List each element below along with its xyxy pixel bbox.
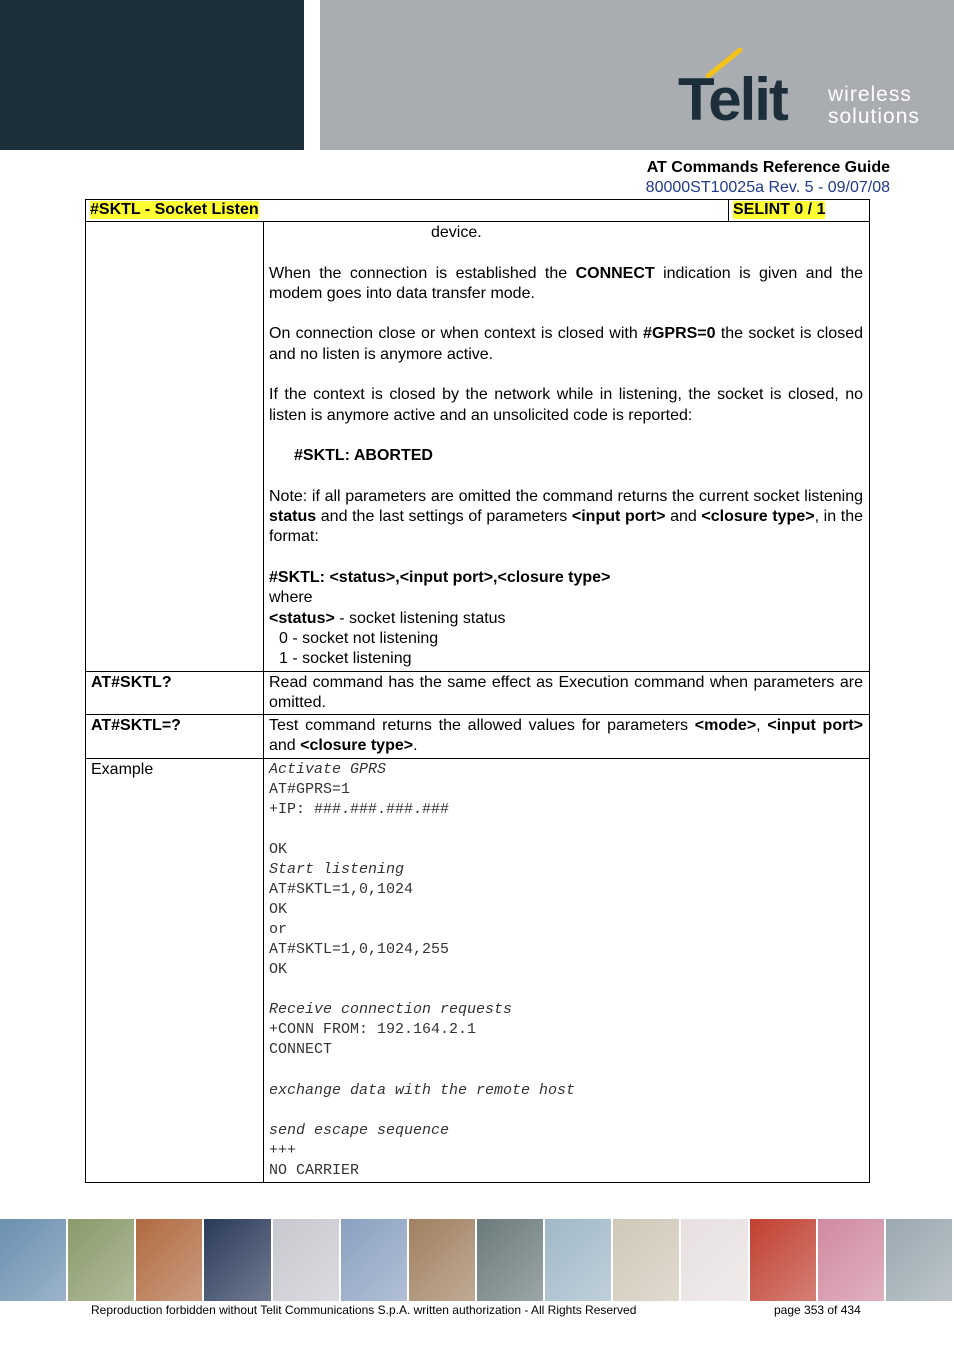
table-row-read: [86, 672, 869, 716]
code-line: OK: [269, 841, 288, 859]
code-line: +CONN FROM: 192.164.2.1: [269, 1021, 477, 1039]
note-paragraph: Note: if all parameters are omitted the command returns the current socket listening status and the last settings of parameters <input port> and <closure type>, in the format:: [269, 487, 864, 546]
code-line: exchange data with the remote host: [269, 1081, 576, 1099]
status-value-1: 1 - socket listening: [279, 650, 412, 668]
code-line: or: [269, 921, 288, 939]
footer-photo-tile: [886, 1219, 952, 1301]
table-row-example: [86, 759, 869, 1182]
execution-cmd-cell: [86, 222, 264, 671]
code-line: NO CARRIER: [269, 1161, 360, 1179]
footer-photo-tile: [477, 1219, 543, 1301]
code-line: CONNECT: [269, 1041, 333, 1059]
code-line: Activate GPRS: [269, 760, 387, 778]
footer-photo-tile: [681, 1219, 747, 1301]
footer-photo-tile: [68, 1219, 134, 1301]
connect-paragraph: When the connection is established the CONNECT indication is given and the modem goes into data transfer mode.: [269, 264, 864, 302]
code-line: AT#GPRS=1: [269, 780, 351, 798]
code-line: AT#SKTL=1,0,1024: [269, 881, 414, 899]
test-description: Test command returns the allowed values for parameters <mode>, <input port> and <closure type>.: [269, 717, 863, 755]
status-value-0: 0 - socket not listening: [279, 629, 439, 647]
footer-photo-tile: [409, 1219, 475, 1301]
aborted-code: #SKTL: ABORTED: [294, 447, 433, 465]
test-cmd: AT#SKTL=?: [86, 715, 264, 758]
footer-photo-tile: [136, 1219, 202, 1301]
page-number: page 353 of 434: [774, 1303, 861, 1317]
code-line: OK: [269, 961, 288, 979]
example-label: Example: [86, 759, 264, 1182]
code-line: +++: [269, 1141, 297, 1159]
command-title: #SKTL - Socket Listen: [90, 201, 259, 218]
footer-photo-tile: [750, 1219, 816, 1301]
logo-sub-line-1: wireless: [828, 83, 912, 106]
device-text: device.: [431, 224, 482, 241]
code-line: +IP: ###.###.###.###: [269, 800, 450, 818]
footer-photo-tile: [204, 1219, 270, 1301]
code-line: Start listening: [269, 861, 405, 879]
logo-sub-text: [828, 84, 920, 128]
logo-sub-line-2: solutions: [828, 105, 920, 128]
table-row-test: [86, 715, 869, 759]
table-row-execution: [86, 222, 869, 672]
footer-photo-tile: [545, 1219, 611, 1301]
status-param: <status> - socket listening status: [269, 609, 506, 627]
header-dark-block: [0, 0, 304, 150]
command-table: [85, 199, 870, 1183]
execution-description: [264, 222, 869, 671]
footer-photo-tile: [273, 1219, 339, 1301]
response-format: #SKTL: <status>,<input port>,<closure type>: [269, 569, 611, 587]
telit-logo: [678, 48, 928, 133]
title-divider: [728, 200, 729, 221]
read-cmd: AT#SKTL?: [86, 672, 264, 715]
guide-revision: 80000ST10025a Rev. 5 - 09/07/08: [645, 179, 890, 196]
example-code: [264, 759, 869, 1182]
footer-photo-tile: [341, 1219, 407, 1301]
selint-badge: SELINT 0 / 1: [733, 201, 826, 218]
footer-copyright: Reproduction forbidden without Telit Communications S.p.A. written authorization - All Rights Reserved: [91, 1303, 637, 1317]
code-line: AT#SKTL=1,0,1024,255: [269, 941, 450, 959]
code-line: send escape sequence: [269, 1121, 450, 1139]
footer-photo-tile: [818, 1219, 884, 1301]
footer-image-strip: [0, 1219, 954, 1301]
table-title-row: [86, 200, 869, 222]
footer-photo-tile: [0, 1219, 66, 1301]
code-line: OK: [269, 901, 288, 919]
read-description: Read command has the same effect as Execution command when parameters are omitted.: [269, 673, 863, 711]
close-paragraph: On connection close or when context is closed with #GPRS=0 the socket is closed and no listen is anymore active.: [269, 325, 863, 363]
footer-photo-tile: [613, 1219, 679, 1301]
network-close-paragraph: If the context is closed by the network while in listening, the socket is closed, no listen is anymore active and an unsolicited code is reported:: [269, 386, 863, 424]
code-line: Receive connection requests: [269, 1001, 513, 1019]
logo-main-text: Telit: [678, 66, 787, 133]
where-text: where: [269, 589, 313, 607]
guide-title: AT Commands Reference Guide: [646, 159, 890, 176]
